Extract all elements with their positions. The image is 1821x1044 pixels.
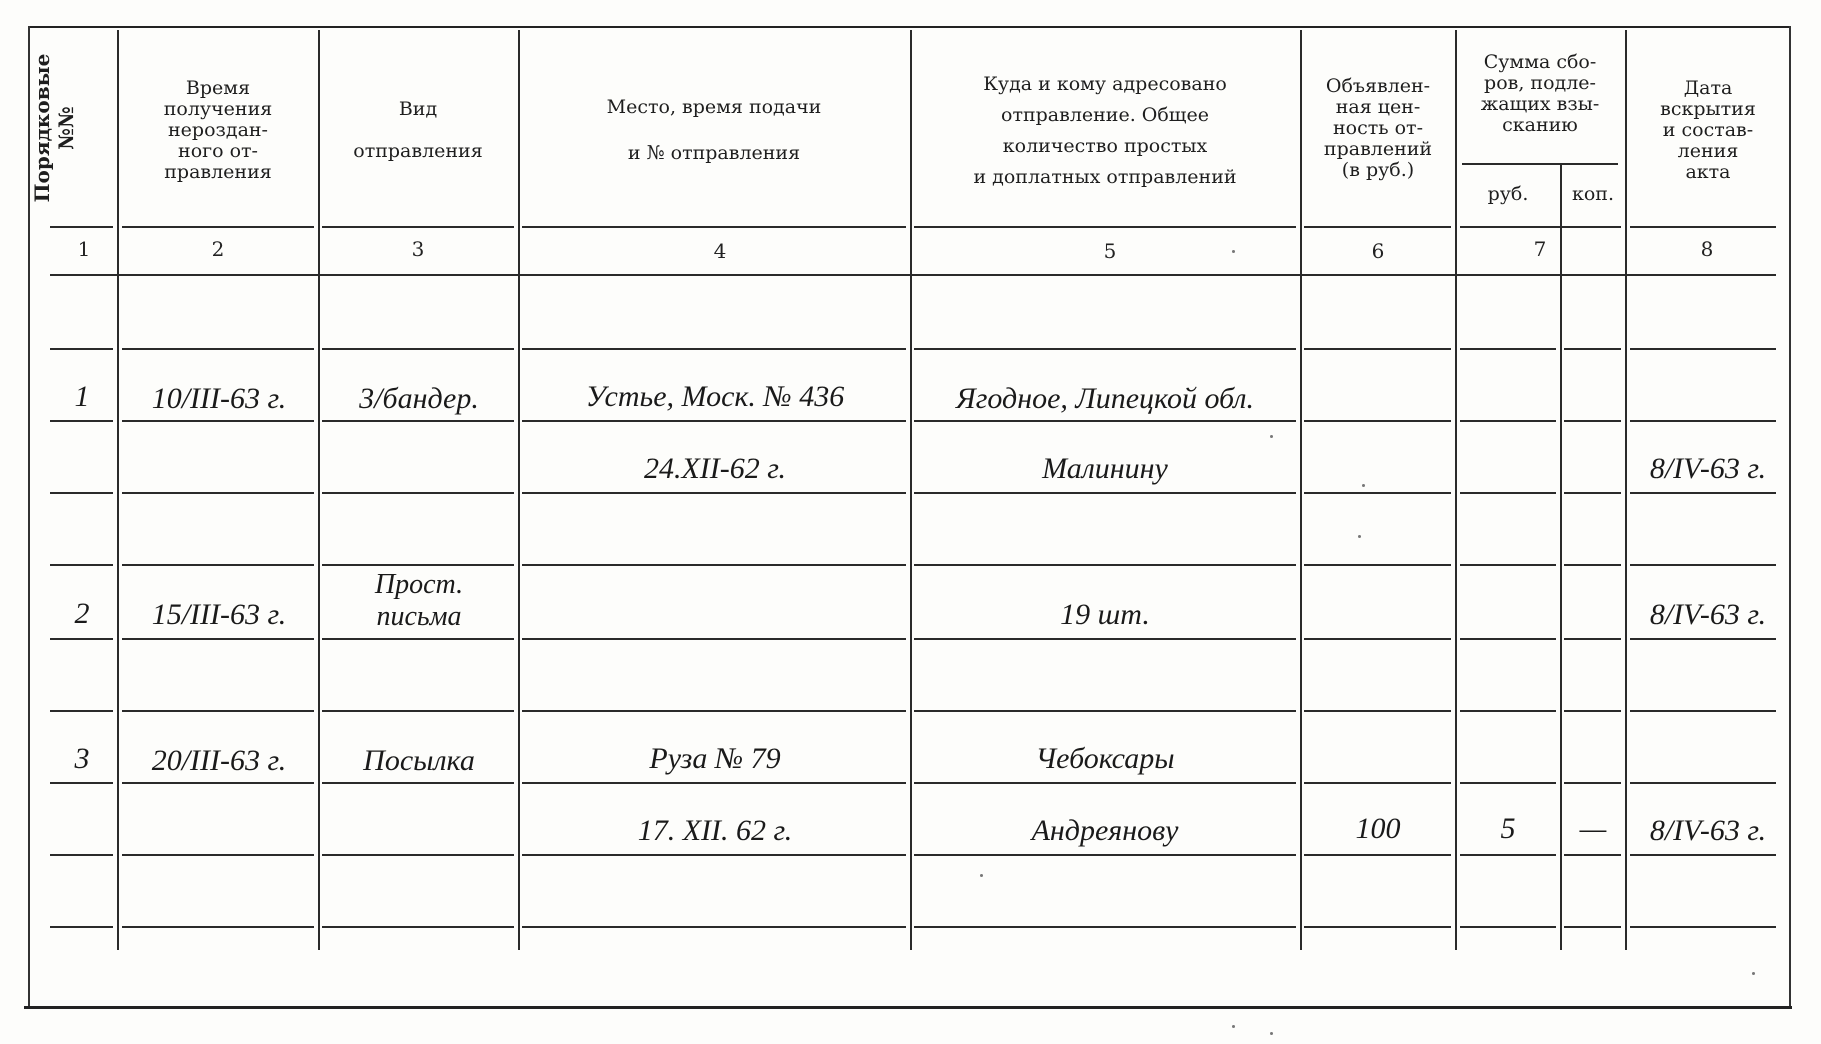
header-received-line1: Время — [185, 76, 251, 99]
header-rule — [122, 226, 314, 228]
table-row-rule — [122, 492, 314, 494]
table-row-rule — [1304, 492, 1451, 494]
table-row-rule — [1630, 926, 1776, 928]
print-speck — [1270, 1032, 1273, 1035]
header-value-line3: ность от- — [1332, 116, 1423, 139]
table-row-rule — [914, 854, 1296, 856]
frame-bottom-border — [24, 1006, 1792, 1009]
table-row-rule — [122, 564, 314, 566]
column-number-rule — [50, 274, 1776, 276]
table-row-rule — [522, 926, 906, 928]
header-received-line2: получения — [163, 97, 273, 120]
table-row-rule — [1304, 782, 1451, 784]
print-speck — [1362, 484, 1365, 487]
header-date-line1: Дата — [1683, 76, 1733, 99]
header-rule — [322, 226, 514, 228]
entry-1-place-date: 24.XII-62 г. — [643, 452, 787, 485]
table-row-rule — [1564, 926, 1621, 928]
table-row-rule — [50, 710, 113, 712]
print-speck — [1270, 435, 1273, 438]
table-row-rule — [914, 638, 1296, 640]
header-rule — [1304, 226, 1451, 228]
table-row-rule — [322, 564, 514, 566]
print-speck — [1358, 535, 1361, 538]
table-row-rule — [1630, 492, 1776, 494]
column-divider-6 — [1455, 30, 1457, 950]
table-row-rule — [322, 492, 514, 494]
column-number-3: 3 — [411, 237, 425, 261]
header-date-line3: и состав- — [1662, 118, 1754, 141]
entry-3-place-date: 17. XII. 62 г. — [637, 814, 793, 847]
table-row-rule — [50, 926, 113, 928]
header-rule — [522, 226, 906, 228]
table-row-rule — [1304, 638, 1451, 640]
table-row-rule — [122, 782, 314, 784]
table-row-rule — [1564, 638, 1621, 640]
table-row-rule — [50, 564, 113, 566]
column-number-2: 2 — [211, 237, 225, 261]
header-rub — [1458, 176, 1558, 212]
table-row-rule — [1460, 926, 1556, 928]
entry-3-destination: Чебоксары — [1035, 742, 1175, 775]
table-row-rule — [1564, 564, 1621, 566]
column-divider-1 — [117, 30, 119, 950]
header-rule — [1630, 226, 1776, 228]
table-row-rule — [1630, 420, 1776, 422]
table-row-rule — [1630, 710, 1776, 712]
header-received-time — [120, 60, 316, 200]
header-received-line3: нероздан- — [168, 118, 268, 141]
column-number-7: 7 — [1533, 237, 1547, 261]
table-row-rule — [1304, 348, 1451, 350]
print-speck — [1232, 250, 1235, 253]
table-row-rule — [122, 854, 314, 856]
column-number-5: 5 — [1103, 239, 1117, 263]
table-row-rule — [122, 420, 314, 422]
entry-2-type-line2: письма — [376, 601, 462, 632]
header-ordinal-line2: №№ — [54, 106, 78, 150]
table-row-rule — [914, 492, 1296, 494]
entry-3-fee-rub: 5 — [1500, 812, 1516, 845]
column-number-6: 6 — [1371, 239, 1385, 263]
table-row-rule — [1630, 782, 1776, 784]
table-row-rule — [122, 348, 314, 350]
entry-2-number: 2 — [74, 597, 90, 630]
header-value-line5: (в руб.) — [1341, 158, 1415, 181]
table-row-rule — [1564, 492, 1621, 494]
table-row-rule — [1460, 564, 1556, 566]
table-row-rule — [914, 782, 1296, 784]
entry-3-addressee: Андреянову — [1031, 814, 1179, 847]
header-dest-line3: количество простых — [1002, 135, 1208, 157]
table-row-rule — [1564, 348, 1621, 350]
table-row-rule — [1460, 638, 1556, 640]
table-row-rule — [1460, 854, 1556, 856]
header-rule — [914, 226, 1296, 228]
table-row-rule — [322, 638, 514, 640]
table-row-rule — [1460, 492, 1556, 494]
entry-1-place: Устье, Моск. № 436 — [585, 380, 845, 413]
table-row-rule — [50, 348, 113, 350]
table-row-rule — [1630, 564, 1776, 566]
entry-3-number: 3 — [74, 742, 90, 775]
entry-3-fee-kop: — — [1579, 812, 1607, 845]
entry-1-addressee: Малинину — [1042, 452, 1168, 485]
table-row-rule — [1460, 420, 1556, 422]
table-row-rule — [914, 710, 1296, 712]
table-row-rule — [322, 348, 514, 350]
table-row-rule — [1304, 854, 1451, 856]
entry-1-type: 3/бандер. — [359, 382, 479, 415]
header-date-line2: вскрытия — [1660, 97, 1756, 120]
header-kop — [1562, 176, 1624, 212]
table-row-rule — [50, 492, 113, 494]
table-row-rule — [50, 420, 113, 422]
entry-1-destination: Ягодное, Липецкой обл. — [956, 382, 1254, 415]
table-row-rule — [914, 420, 1296, 422]
column-number-1: 1 — [77, 237, 91, 261]
entry-1-number: 1 — [74, 380, 90, 413]
header-rule — [1460, 226, 1621, 228]
table-row-rule — [1304, 710, 1451, 712]
header-dest-line2: отправление. Общее — [1001, 104, 1209, 126]
header-fees-line1: Сумма сбо- — [1483, 51, 1597, 73]
table-row-rule — [1304, 564, 1451, 566]
table-row-rule — [1630, 638, 1776, 640]
header-dest-line1: Куда и кому адресовано — [983, 73, 1227, 95]
table-row-rule — [322, 854, 514, 856]
column-number-8: 8 — [1700, 237, 1714, 261]
entry-3-type: Посылка — [363, 744, 475, 777]
print-speck — [980, 874, 983, 877]
table-row-rule — [50, 782, 113, 784]
header-received-line5: правления — [164, 160, 272, 183]
header-dest-line4: и доплатных отправлений — [973, 166, 1237, 188]
header-place-line1: Место, время подачи — [606, 96, 822, 118]
frame-top-border — [28, 26, 1790, 28]
entry-2-count: 19 шт. — [1060, 598, 1150, 631]
entry-1-opening-date: 8/IV-63 г. — [1649, 452, 1767, 485]
header-fees-sum — [1458, 44, 1622, 144]
table-row-rule — [1460, 710, 1556, 712]
entry-2-type-line1: Прост. — [374, 569, 464, 600]
header-opening-date — [1628, 66, 1788, 194]
table-row-rule — [914, 564, 1296, 566]
header-fees-line2: ров, подле- — [1484, 72, 1596, 94]
header-kop-label: коп. — [1571, 182, 1615, 205]
table-row-rule — [122, 926, 314, 928]
table-row-rule — [522, 564, 906, 566]
table-row-rule — [322, 782, 514, 784]
table-row-rule — [1630, 854, 1776, 856]
table-row-rule — [914, 348, 1296, 350]
table-row-rule — [50, 638, 113, 640]
header-type-line1: Вид — [398, 98, 438, 120]
table-row-rule — [522, 348, 906, 350]
table-row-rule — [914, 926, 1296, 928]
table-row-rule — [122, 710, 314, 712]
header-type-line2: отправления — [353, 140, 483, 162]
header-date-line5: акта — [1685, 160, 1731, 183]
table-row-rule — [122, 638, 314, 640]
header-declared-value — [1302, 68, 1454, 188]
table-row-rule — [1564, 782, 1621, 784]
table-row-rule — [1564, 854, 1621, 856]
table-row-rule — [1460, 782, 1556, 784]
header-fees-line4: сканию — [1502, 114, 1578, 136]
header-item-type — [320, 80, 516, 180]
entry-2-received: 15/III-63 г. — [151, 598, 287, 631]
header-destination — [912, 66, 1298, 196]
table-row-rule — [522, 492, 906, 494]
table-row-rule — [1630, 348, 1776, 350]
header-value-line2: ная цен- — [1335, 95, 1421, 118]
entry-1-received: 10/III-63 г. — [151, 382, 287, 415]
header-date-line4: ления — [1677, 139, 1739, 162]
table-row-rule — [522, 854, 906, 856]
table-row-rule — [322, 420, 514, 422]
header-place-time — [520, 80, 908, 180]
header-rule — [50, 226, 113, 228]
table-row-rule — [522, 710, 906, 712]
header-ordinal-line1: Порядковые — [30, 53, 54, 203]
table-row-rule — [1564, 710, 1621, 712]
print-speck — [1232, 1025, 1235, 1028]
table-row-rule — [1460, 348, 1556, 350]
table-row-rule — [522, 782, 906, 784]
table-row-rule — [522, 638, 906, 640]
table-row-rule — [1304, 926, 1451, 928]
header-ordinal — [30, 38, 82, 218]
header-rub-label: руб. — [1487, 182, 1529, 205]
entry-3-opening-date: 8/IV-63 г. — [1649, 814, 1767, 847]
table-row-rule — [322, 926, 514, 928]
header-value-line4: правлений — [1323, 137, 1433, 160]
header-fees-line3: жащих взы- — [1480, 93, 1600, 115]
sum-subheader-line — [1462, 163, 1618, 165]
table-row-rule — [522, 420, 906, 422]
column-divider-7 — [1625, 30, 1627, 950]
header-value-line1: Объявлен- — [1325, 74, 1431, 97]
table-row-rule — [1564, 420, 1621, 422]
header-received-line4: ного от- — [178, 139, 258, 162]
table-row-rule — [50, 854, 113, 856]
column-number-4: 4 — [713, 239, 727, 263]
table-row-rule — [322, 710, 514, 712]
table-row-rule — [1304, 420, 1451, 422]
entry-3-place: Руза № 79 — [649, 742, 781, 775]
frame-right-border — [1789, 26, 1791, 1006]
header-place-line2: и № отправления — [627, 142, 801, 164]
entry-2-opening-date: 8/IV-63 г. — [1649, 598, 1767, 631]
entry-3-declared-value: 100 — [1355, 812, 1401, 845]
entry-3-received: 20/III-63 г. — [151, 744, 287, 777]
print-speck — [1752, 972, 1755, 975]
